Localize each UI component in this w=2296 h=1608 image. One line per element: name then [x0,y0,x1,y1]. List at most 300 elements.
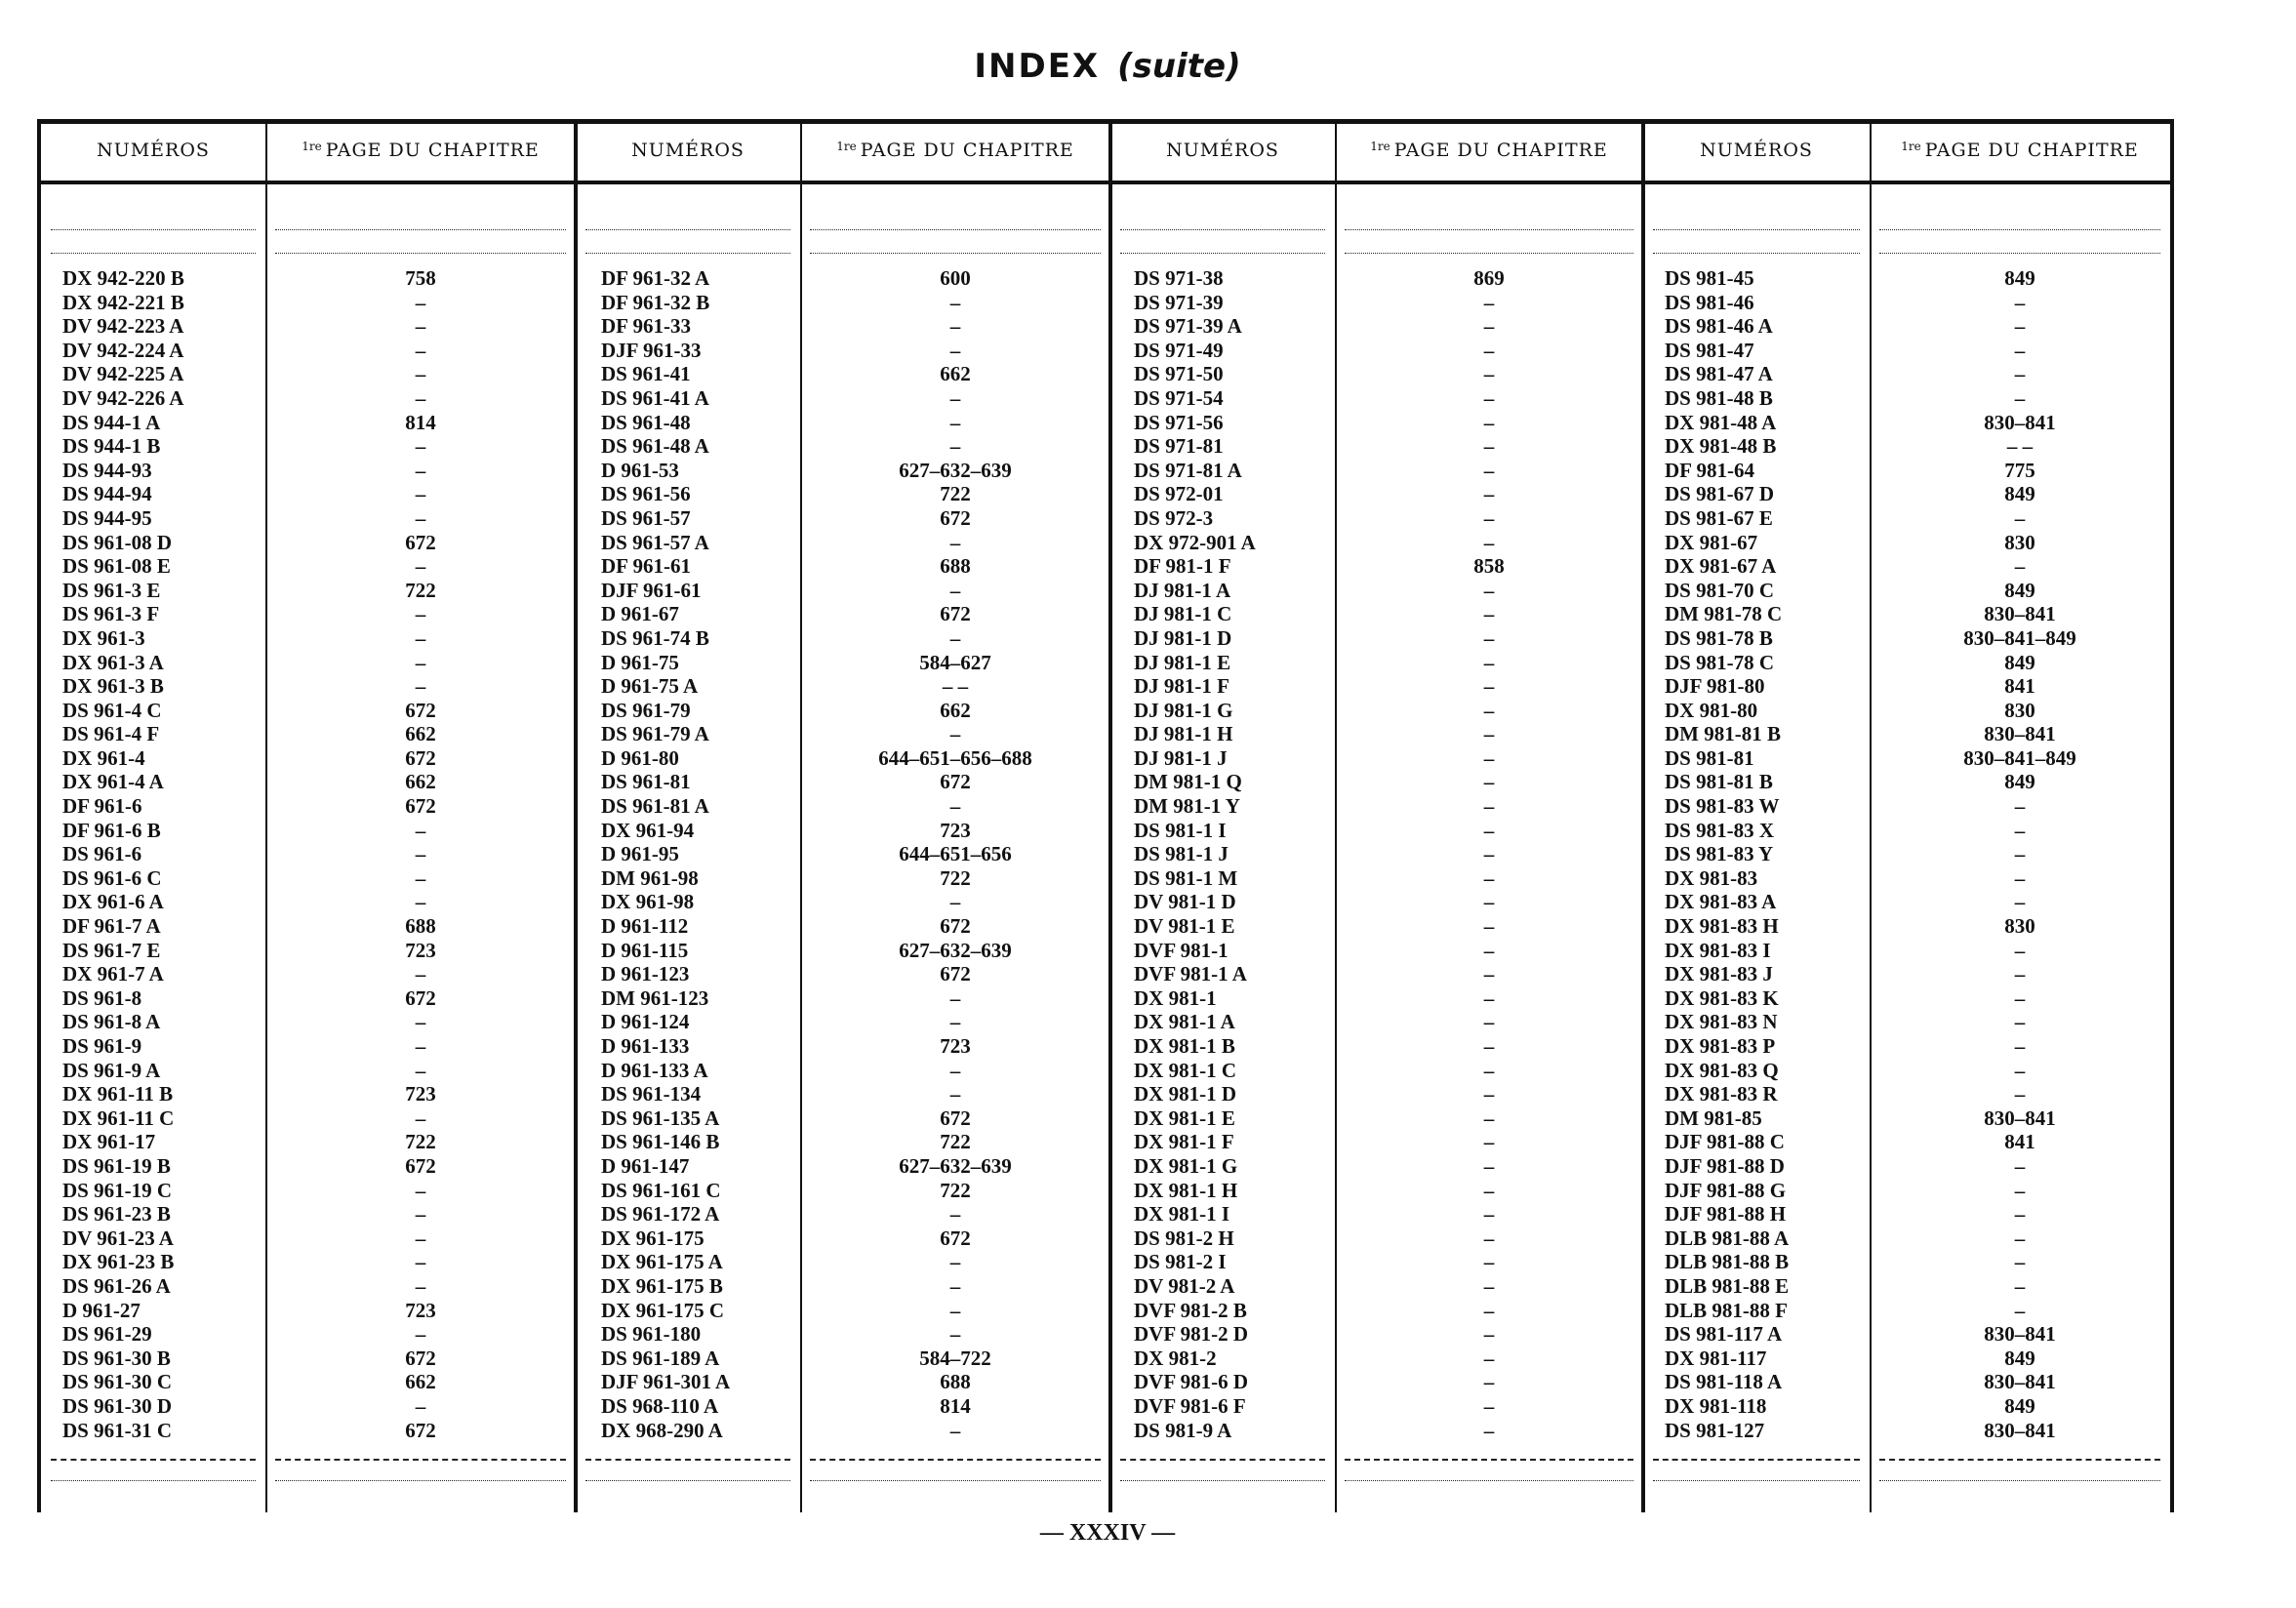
page-cell: – [2014,554,2026,579]
page-cell: – [1483,602,1495,626]
numero-cell: DJ 981-1 G [1134,698,1233,722]
numero-cell: DS 981-118 A [1665,1370,1783,1394]
dotted-rule [1879,1480,2160,1481]
page-cell: 830–841 [1984,1370,2056,1394]
numero-cell: DX 981-48 B [1665,434,1777,459]
page-cell: 672 [940,914,971,939]
numero-cell: DX 981-83 K [1665,985,1779,1010]
numero-cell: DS 981-1 M [1134,865,1238,890]
numero-cell: DS 961-30 B [62,1346,171,1370]
numero-cell: DS 944-1 A [62,410,161,434]
page-cell: 723 [405,1082,436,1106]
page-cell: – [2014,985,2026,1010]
dotted-rule [1879,229,2160,230]
numero-cell: D 961-133 A [601,1058,708,1082]
numero-cell: DM 981-81 B [1665,722,1781,746]
numero-cell: DLB 981-88 F [1665,1298,1788,1322]
page-cell: – [415,865,426,890]
numero-cell: DS 961-30 D [62,1393,173,1418]
numero-cell: DJF 981-88 D [1665,1153,1785,1178]
page-cell: – [2014,938,2026,962]
numero-cell: DS 961-3 E [62,578,161,602]
dotted-rule [585,229,790,230]
numero-cell: DJ 981-1 J [1134,745,1228,770]
numero-cell: DVF 981-1 A [1134,962,1247,986]
numero-cell: DVF 981-2 B [1134,1298,1247,1322]
numero-cell: D 961-67 [601,602,679,626]
dotted-rule [1120,1480,1325,1481]
page-cell: – [2014,794,2026,819]
page-cell: – [2014,818,2026,842]
page-cell: – [1483,1130,1495,1154]
numero-cell: DX 961-175 C [601,1298,724,1322]
dotted-rule [810,229,1101,230]
numero-cell: DS 961-29 [62,1322,152,1347]
numero-cell: DX 981-80 [1665,698,1758,722]
numero-cell: DX 961-6 A [62,890,164,914]
page-cell: – [949,1250,961,1274]
numero-cell: DS 961-56 [601,482,691,506]
numeros-column [1665,266,1870,1442]
page-cell: – [415,1010,426,1034]
numero-cell: DS 944-1 B [62,434,161,459]
page-cell: – [415,1058,426,1082]
numero-cell: DLB 981-88 A [1665,1226,1790,1250]
numero-cell: D 961-124 [601,1010,690,1034]
page-cell: – [2014,1058,2026,1082]
page-cell: 814 [405,410,436,434]
numero-cell: DS 981-67 D [1665,482,1775,506]
page-cell: – [949,1082,961,1106]
numero-cell: DS 961-134 [601,1082,702,1106]
numero-cell: DS 961-08 E [62,554,171,579]
numero-cell: DX 981-83 J [1665,962,1773,986]
page-cell: – [415,362,426,386]
dotted-rule [51,1480,256,1481]
page-cell: – [415,962,426,986]
numero-cell: DF 961-33 [601,314,691,339]
page-cell: – [1483,1250,1495,1274]
dotted-rule [51,253,256,254]
dotted-rule [585,1480,790,1481]
numero-cell: DS 961-48 [601,410,691,434]
numero-cell: DV 942-224 A [62,338,184,362]
page-cell: – [1483,338,1495,362]
page-cell: 672 [940,770,971,794]
page-cell: – [1483,530,1495,554]
page-cell: – [1483,865,1495,890]
page-cell: – [949,338,961,362]
page-cell: – [415,1178,426,1202]
numero-cell: DS 981-70 C [1665,578,1775,602]
page-cell: – [415,1106,426,1130]
header-page-du-chapitre [1870,140,2170,161]
numeros-column [1134,266,1335,1442]
numero-cell: DJ 981-1 A [1134,578,1231,602]
numero-cell: DX 961-11 C [62,1106,175,1130]
numero-cell: DX 961-3 [62,625,145,650]
numero-cell: DS 981-67 E [1665,505,1773,530]
numero-cell: DS 961-79 [601,698,691,722]
numero-cell: D 961-95 [601,842,679,866]
numero-cell: DX 981-1 A [1134,1010,1235,1034]
page-cell: – [949,578,961,602]
page-cell: 830 [2004,530,2035,554]
numero-cell: DX 942-220 B [62,266,184,290]
page-cell: 758 [405,266,436,290]
dotted-rule [1879,253,2160,254]
numero-cell: DS 961-19 B [62,1153,171,1178]
numero-cell: DS 971-54 [1134,385,1224,410]
page-cell: – [1483,674,1495,699]
numeros-column [601,266,800,1442]
page-cell: – [949,314,961,339]
page-cell: 830–841 [1984,410,2056,434]
numero-cell: D 961-80 [601,745,679,770]
page-cell: – [1483,650,1495,674]
page-cell: – [949,1273,961,1298]
page-cell: – [2014,842,2026,866]
page-cell: – [2014,1153,2026,1178]
numero-cell: D 961-115 [601,938,689,962]
dotted-rule [275,229,566,230]
numero-cell: D 961-123 [601,962,690,986]
page-cell: – [1483,505,1495,530]
page-cell: – [1483,962,1495,986]
page-cell: 830–841 [1984,1418,2056,1442]
numero-cell: DS 981-83 W [1665,794,1780,819]
dotted-rule [585,253,790,254]
numero-cell: DS 961-19 C [62,1178,173,1202]
page-cell: – [1483,818,1495,842]
numero-cell: DS 981-46 A [1665,314,1773,339]
numero-cell: DF 981-1 F [1134,554,1231,579]
dotted-rule [51,229,256,230]
numero-cell: DS 961-161 C [601,1178,721,1202]
numero-cell: DX 981-1 C [1134,1058,1236,1082]
page-cell: 672 [940,962,971,986]
numero-cell: DVF 981-1 [1134,938,1229,962]
title-suffix: (suite) [1117,47,1241,86]
numero-cell: DS 981-48 B [1665,385,1773,410]
dotted-rule [1120,253,1325,254]
header-numeros: NUMÉROS [631,140,745,161]
numero-cell: DS 961-26 A [62,1273,171,1298]
page-cell: 722 [940,482,971,506]
numero-cell: DS 981-81 [1665,745,1754,770]
page-cell: – [415,1322,426,1347]
dotted-rule [810,1480,1101,1481]
numero-cell: DX 981-83 [1665,865,1758,890]
page-cell: – [2014,1298,2026,1322]
page-cell: – [415,385,426,410]
numero-cell: DS 981-117 A [1665,1322,1783,1347]
numero-cell: DLB 981-88 E [1665,1273,1790,1298]
numero-cell: DS 981-81 B [1665,770,1773,794]
numero-cell: DS 961-135 A [601,1106,720,1130]
numero-cell: DV 942-226 A [62,385,184,410]
page-cell: 830–841 [1984,722,2056,746]
header-page-du-chapitre [265,140,576,161]
page-cell: – [2014,1250,2026,1274]
page-cell: – [1483,1178,1495,1202]
page-cell: 841 [2004,674,2035,699]
page-cell: 849 [2004,1346,2035,1370]
page-cell: – [949,625,961,650]
page-cell: 723 [940,1034,971,1058]
page-cell: – [2014,290,2026,314]
numero-cell: DX 981-83 I [1665,938,1771,962]
page-cell: – [2014,314,2026,339]
numero-cell: DF 961-61 [601,554,691,579]
numero-cell: DJ 981-1 D [1134,625,1232,650]
page-cell: – [1483,314,1495,339]
page-cell: – [415,482,426,506]
page-cell: – [2014,1226,2026,1250]
dotted-rule [51,1459,256,1461]
page-column [800,266,1110,1442]
numero-cell: DM 981-78 C [1665,602,1783,626]
numero-cell: DV 981-1 E [1134,914,1235,939]
page-cell: 584–627 [919,650,991,674]
dotted-rule [1345,229,1633,230]
numero-cell: DS 961-7 E [62,938,161,962]
page-cell: – [1483,745,1495,770]
page-cell: 849 [2004,770,2035,794]
page-cell: – [949,1322,961,1347]
numero-cell: DV 961-23 A [62,1226,174,1250]
numero-cell: DX 981-2 [1134,1346,1217,1370]
page-cell: 830 [2004,698,2035,722]
numero-cell: DS 981-46 [1665,290,1754,314]
numero-cell: DM 961-98 [601,865,699,890]
numero-cell: DX 961-3 A [62,650,164,674]
page-cell: – [415,434,426,459]
page-cell: – – [942,674,969,699]
numero-cell: D 961-53 [601,458,679,482]
numero-cell: DX 981-117 [1665,1346,1767,1370]
page-cell: 662 [405,770,436,794]
numero-cell: DS 981-9 A [1134,1418,1232,1442]
numero-cell: DS 971-49 [1134,338,1224,362]
page-cell: 723 [405,938,436,962]
page-cell: 722 [940,865,971,890]
header-rule [41,181,2170,184]
page-cell: 688 [405,914,436,939]
dotted-rule [275,253,566,254]
numero-cell: DF 961-6 B [62,818,161,842]
page-cell: – [2014,505,2026,530]
page-cell: – [415,1034,426,1058]
numero-cell: DX 981-83 R [1665,1082,1778,1106]
numero-cell: DX 981-1 D [1134,1082,1236,1106]
page-cell: – [949,890,961,914]
numero-cell: DS 961-180 [601,1322,702,1347]
page-cell: 830 [2004,914,2035,939]
page-cell: 662 [405,1370,436,1394]
page-cell: – [1483,625,1495,650]
page-cell: – [949,410,961,434]
numero-cell: DS 971-81 A [1134,458,1242,482]
page-cell: – [1483,578,1495,602]
numero-cell: DS 961-172 A [601,1202,720,1226]
numero-cell: DX 981-1 G [1134,1153,1238,1178]
header-page-label: PAGE DU CHAPITRE [1393,140,1608,161]
numero-cell: DX 961-175 [601,1226,705,1250]
page-cell: 722 [940,1178,971,1202]
header-page-superscript: 1re [1901,140,1921,153]
page-cell: – [1483,1010,1495,1034]
page-number: — XXXIV — [1039,1520,1176,1546]
numero-cell: DX 981-67 A [1665,554,1777,579]
page-cell: – [2014,385,2026,410]
numero-cell: DS 961-81 [601,770,691,794]
page-cell: 644–651–656 [899,842,1012,866]
numero-cell: DX 981-67 [1665,530,1758,554]
numero-cell: DS 971-50 [1134,362,1224,386]
numero-cell: DVF 981-6 D [1134,1370,1249,1394]
page-cell: – [949,1418,961,1442]
numero-cell: DX 961-4 [62,745,145,770]
numero-cell: D 961-133 [601,1034,690,1058]
numero-cell: DX 981-83 H [1665,914,1779,939]
dotted-rule [810,253,1101,254]
numero-cell: DX 981-83 Q [1665,1058,1779,1082]
numero-cell: DX 981-1 F [1134,1130,1234,1154]
page-cell: – [949,434,961,459]
page-cell: – [949,1058,961,1082]
page-cell: 830–841 [1984,1106,2056,1130]
page-cell: – [1483,770,1495,794]
page-cell: – [1483,842,1495,866]
dotted-rule [1345,253,1633,254]
dotted-rule [1120,229,1325,230]
numero-cell: DS 961-41 A [601,385,709,410]
numero-cell: DS 961-23 B [62,1202,171,1226]
numero-cell: DS 961-4 F [62,722,160,746]
numero-cell: DS 981-127 [1665,1418,1765,1442]
page-cell: – [1483,794,1495,819]
page-cell: – [1483,722,1495,746]
page-cell: 722 [405,1130,436,1154]
numero-cell: D 961-75 [601,650,679,674]
numero-cell: DVF 981-6 F [1134,1393,1246,1418]
page-cell: – [415,1250,426,1274]
page-cell: – [1483,1370,1495,1394]
header-numeros: NUMÉROS [97,140,210,161]
page-cell: 814 [940,1393,971,1418]
numero-cell: DX 961-175 A [601,1250,723,1274]
page-cell: – [415,338,426,362]
numero-cell: DX 961-17 [62,1130,156,1154]
dotted-rule [275,1459,566,1461]
numero-cell: DS 961-4 C [62,698,162,722]
page-cell: 775 [2004,458,2035,482]
page-cell: – [1483,410,1495,434]
page-cell: – [1483,290,1495,314]
page-cell: – [949,1202,961,1226]
page-cell: 723 [940,818,971,842]
page-cell: 722 [405,578,436,602]
header-page-superscript: 1re [1370,140,1390,153]
page-cell: 723 [405,1298,436,1322]
numero-cell: DV 942-225 A [62,362,184,386]
page-cell: 869 [1473,266,1505,290]
numero-cell: DX 961-23 B [62,1250,175,1274]
page-cell: – [1483,434,1495,459]
page-cell: – [1483,1153,1495,1178]
page-cell: 662 [940,698,971,722]
page-cell: 830–841 [1984,1322,2056,1347]
page-cell: 672 [940,505,971,530]
numero-cell: DX 961-4 A [62,770,164,794]
numero-cell: DS 972-3 [1134,505,1214,530]
page-cell: – [2014,1202,2026,1226]
page-cell: 722 [940,1130,971,1154]
page-cell: 841 [2004,1130,2035,1154]
page-cell: – [1483,458,1495,482]
numero-cell: DS 961-30 C [62,1370,173,1394]
page-cell: 830–841–849 [1963,625,2076,650]
numero-cell: DV 942-223 A [62,314,184,339]
page-cell: – [2014,1082,2026,1106]
numero-cell: DS 961-9 A [62,1058,161,1082]
page-cell: – [415,650,426,674]
page-cell: – [1483,1226,1495,1250]
numero-cell: DS 971-39 A [1134,314,1242,339]
page-cell: 644–651–656–688 [878,745,1032,770]
numero-cell: DS 961-8 [62,985,142,1010]
numero-cell: DX 961-98 [601,890,695,914]
page-cell: – [1483,1298,1495,1322]
page-column [1870,266,2170,1442]
page-cell: – [1483,985,1495,1010]
dotted-rule [1653,229,1860,230]
page-cell: 849 [2004,266,2035,290]
numero-cell: DS 981-83 Y [1665,842,1774,866]
page-cell: – [415,818,426,842]
page-cell: 849 [2004,1393,2035,1418]
page-cell: – [415,314,426,339]
page-cell: 672 [940,1226,971,1250]
page-cell: – [415,890,426,914]
page-cell: 672 [940,602,971,626]
page-cell: – [415,1393,426,1418]
numero-cell: DS 961-3 F [62,602,160,626]
page-cell: 672 [405,985,436,1010]
dotted-rule [1653,1480,1860,1481]
header-page-superscript: 1re [836,140,857,153]
page-cell: – [2014,1034,2026,1058]
page-cell: – [415,505,426,530]
header-page-label: PAGE DU CHAPITRE [325,140,540,161]
page-cell: – [415,554,426,579]
numero-cell: DS 961-9 [62,1034,142,1058]
numero-cell: DS 961-146 B [601,1130,720,1154]
numero-cell: DS 981-1 I [1134,818,1227,842]
numero-cell: DS 961-08 D [62,530,173,554]
numero-cell: DS 961-74 B [601,625,709,650]
page-cell: – [1483,385,1495,410]
page-cell: 672 [405,745,436,770]
numero-cell: DJF 961-33 [601,338,702,362]
numero-cell: DV 981-2 A [1134,1273,1235,1298]
numero-cell: DS 944-94 [62,482,152,506]
numero-cell: DS 971-81 [1134,434,1224,459]
numero-cell: DX 961-7 A [62,962,164,986]
page-cell: – [1483,1058,1495,1082]
dotted-rule [275,1480,566,1481]
